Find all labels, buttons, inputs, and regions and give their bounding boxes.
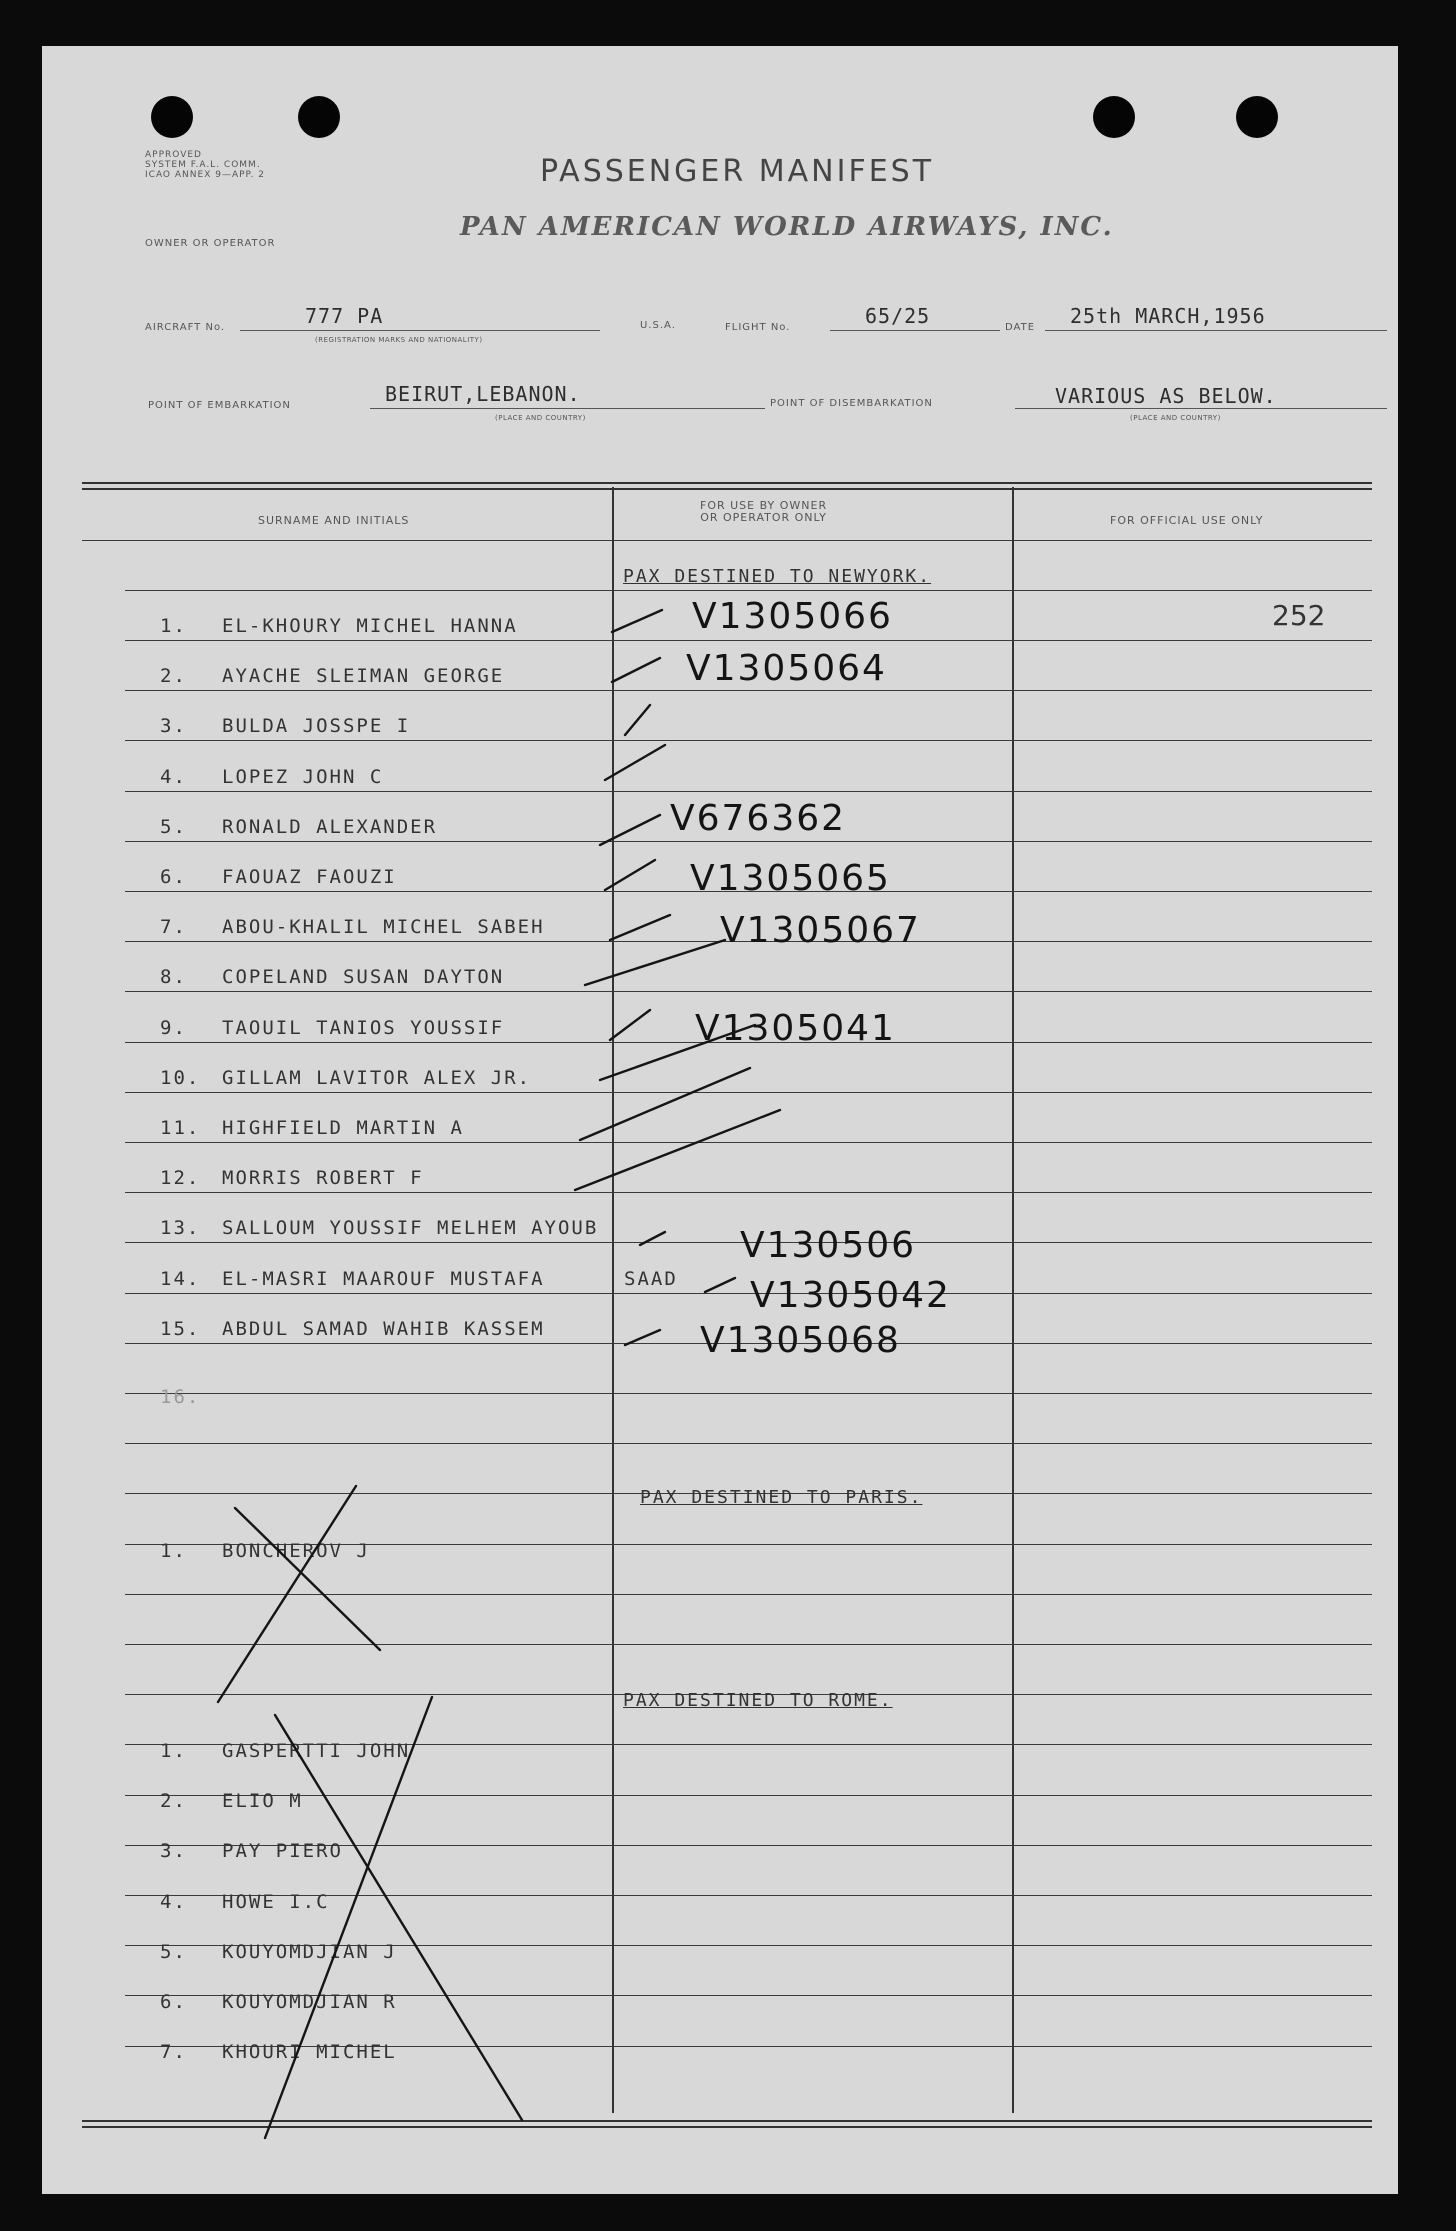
passenger-number: 10. [160,1067,201,1089]
embarkation-label: POINT OF EMBARKATION [148,400,291,411]
passenger-name: MORRIS ROBERT F [222,1167,424,1189]
handwritten-ticket-number: V1305041 [695,1008,896,1049]
airline-name: PAN AMERICAN WORLD AIRWAYS, INC. [460,212,1114,242]
passenger-name: TAOUIL TANIOS YOUSSIF [222,1017,505,1039]
passenger-number: 7. [160,2041,187,2063]
approval-note: APPROVED SYSTEM F.A.L. COMM. ICAO ANNEX 9—APP. 2 [145,150,265,180]
country-code: U.S.A. [640,320,676,331]
passenger-name: AYACHE SLEIMAN GEORGE [222,665,505,687]
passenger-number: 6. [160,866,187,888]
passenger-name: KOUYOMDJIAN R [222,1991,397,2013]
passenger-number: 1. [160,1740,187,1762]
passenger-number: 6. [160,1991,187,2013]
passenger-number: 5. [160,816,187,838]
passenger-number: 2. [160,665,187,687]
passenger-number: 2. [160,1790,187,1812]
passenger-number: 13. [160,1217,201,1239]
column-header-official-use: FOR OFFICIAL USE ONLY [1110,514,1264,527]
blank-row-number: 16. [160,1386,201,1408]
official-use-value: 252 [1272,599,1326,632]
passenger-name: LOPEZ JOHN C [222,766,384,788]
handwritten-ticket-number: V130506 [740,1225,917,1266]
passenger-name: BULDA JOSSPE I [222,715,411,737]
passenger-name: RONALD ALEXANDER [222,816,438,838]
passenger-name: GASPERTTI JOHN [222,1740,411,1762]
passenger-number: 4. [160,1891,187,1913]
flight-value: 65/25 [865,304,931,328]
passenger-number: 12. [160,1167,201,1189]
embarkation-note: (PLACE AND COUNTRY) [495,414,586,422]
passenger-name: BONCHEROV J [222,1540,370,1562]
passenger-name: KHOURI MICHEL [222,2041,397,2063]
handwritten-ticket-number: V1305064 [686,648,887,689]
aircraft-value: 777 PA [305,304,384,328]
date-value: 25th MARCH,1956 [1070,304,1266,328]
passenger-name: ABOU-KHALIL MICHEL SABEH [222,916,545,938]
passenger-number: 9. [160,1017,187,1039]
passenger-number: 4. [160,766,187,788]
column-header-surname: SURNAME AND INITIALS [258,514,410,527]
passenger-number: 1. [160,1540,187,1562]
passenger-number: 11. [160,1117,201,1139]
handwritten-ticket-number: V1305042 [750,1275,951,1316]
handwritten-ticket-number: V676362 [670,798,847,839]
passenger-name: ABDUL SAMAD WAHIB KASSEM [222,1318,545,1340]
column-header-owner-use: FOR USE BY OWNER OR OPERATOR ONLY [700,499,828,524]
passenger-number: 7. [160,916,187,938]
section-newyork: PAX DESTINED TO NEWYORK. [623,566,932,587]
passenger-name: FAOUAZ FAOUZI [222,866,397,888]
passenger-name: ELIO M [222,1790,303,1812]
handwritten-ticket-number: V1305065 [690,858,891,899]
passenger-name: COPELAND SUSAN DAYTON [222,966,505,988]
passenger-name: GILLAM LAVITOR ALEX JR. [222,1067,532,1089]
aircraft-label: AIRCRAFT No. [145,322,226,333]
passenger-name: EL-KHOURY MICHEL HANNA [222,615,518,637]
embarkation-value: BEIRUT,LEBANON. [385,382,581,406]
registration-note: (REGISTRATION MARKS AND NATIONALITY) [315,336,483,344]
passenger-name: PAY PIERO [222,1840,343,1862]
passenger-name: HOWE I.C [222,1891,330,1913]
passenger-number: 3. [160,1840,187,1862]
section-paris: PAX DESTINED TO PARIS. [640,1487,923,1508]
section-rome: PAX DESTINED TO ROME. [623,1690,893,1711]
date-label: DATE [1005,322,1036,333]
disembarkation-label: POINT OF DISEMBARKATION [770,398,933,409]
handwritten-ticket-number: V1305068 [700,1320,901,1361]
passenger-name: SALLOUM YOUSSIF MELHEM AYOUB [222,1217,599,1239]
passenger-name-extra: SAAD [624,1268,678,1290]
passenger-name: HIGHFIELD MARTIN A [222,1117,464,1139]
page-title: PASSENGER MANIFEST [540,154,935,189]
owner-label: OWNER OR OPERATOR [145,238,276,249]
passenger-number: 3. [160,715,187,737]
passenger-number: 14. [160,1268,201,1290]
passenger-number: 8. [160,966,187,988]
passenger-name: KOUYOMDJIAN J [222,1941,397,1963]
passenger-number: 15. [160,1318,201,1340]
disembarkation-note: (PLACE AND COUNTRY) [1130,414,1221,422]
passenger-number: 1. [160,615,187,637]
flight-label: FLIGHT No. [725,322,791,333]
disembarkation-value: VARIOUS AS BELOW. [1055,384,1277,408]
passenger-number: 5. [160,1941,187,1963]
handwritten-ticket-number: V1305067 [720,910,921,951]
handwritten-ticket-number: V1305066 [692,596,893,637]
passenger-name: EL-MASRI MAAROUF MUSTAFA [222,1268,545,1290]
